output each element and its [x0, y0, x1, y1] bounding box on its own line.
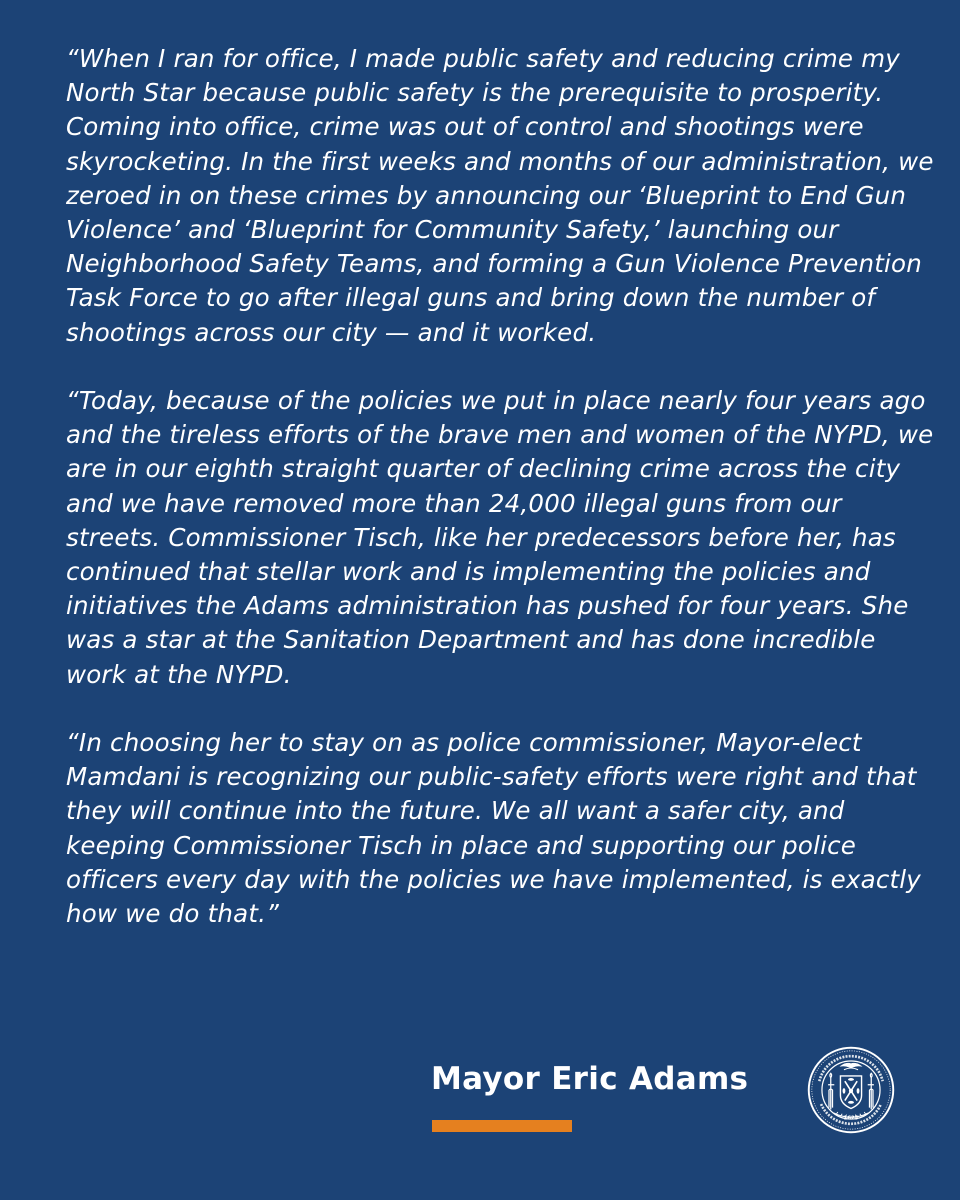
- nyc-seal-icon: [807, 1046, 895, 1134]
- signature-name: Mayor Eric Adams: [431, 1061, 749, 1097]
- quote-paragraph-3: “In choosing her to stay on as police commissioner, Mayor-elect Mamdani is recognizing our public-safety efforts were right and that they will continue into the future. We all want a safer city, and keeping Commissioner Tisch in place and supporting our police officers every day with the policies we have implemented, is exactly how we do that.”: [66, 728, 921, 929]
- accent-bar: [432, 1120, 572, 1132]
- seal-year: 1625: [843, 1115, 859, 1122]
- quote-block: [66, 42, 936, 931]
- quote-paragraph-1: “When I ran for office, I made public safety and reducing crime my North Star because public safety is the prerequisite to prosperity. Coming into office, crime was out of control and shootings were skyrocketing. In the first weeks and months of our administration, we zeroed in on these crimes by announcing our ‘Blueprint to End Gun Violence’ and ‘Blueprint for Community Safety,’ launching our Neighborhood Safety Teams, and forming a Gun Violence Prevention Task Force to go after illegal guns and bring down the number of shootings across our city — and it worked.: [66, 44, 934, 347]
- quote-paragraph-2: “Today, because of the policies we put in place nearly four years ago and the tireless efforts of the brave men and women of the NYPD, we are in our eighth straight quarter of declining crime across the city and we have removed more than 24,000 illegal guns from our streets. Commissioner Tisch, like her predecessors before her, has continued that stellar work and is implementing the policies and initiatives the Adams administration has pushed for four years. She was a star at the Sanitation Department and has done incredible work at the NYPD.: [66, 386, 934, 689]
